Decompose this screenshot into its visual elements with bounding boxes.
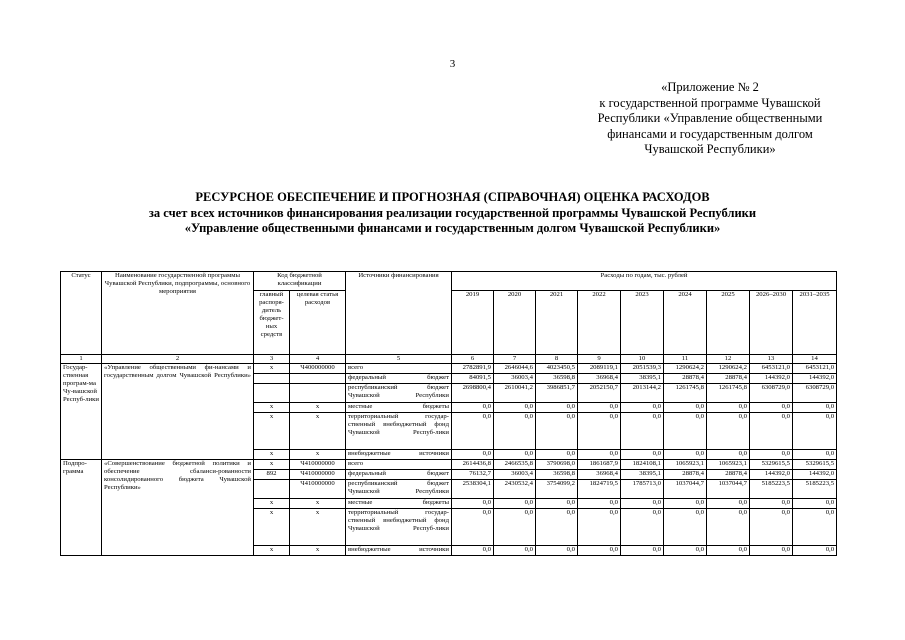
row-program-name: «Совершенствование бюджетной политики и обеспечение сбаланси-рованности консолидированного бюджета Чувашской Республики»: [102, 460, 254, 556]
cell-amount: 144392,0: [793, 374, 837, 384]
cell-amount: 3986851,7: [536, 384, 578, 403]
heading-line: РЕСУРСНОЕ ОБЕСПЕЧЕНИЕ И ПРОГНОЗНАЯ (СПРАВОЧНАЯ) ОЦЕНКА РАСХОДОВ: [195, 190, 710, 204]
cell-amount: 1065923,1: [664, 460, 707, 470]
cell-amount: 0,0: [452, 403, 494, 413]
cell-amount: 0,0: [621, 499, 664, 509]
heading-line: за счет всех источников финансирования реализации государственной программы Чувашской Республики: [148, 205, 757, 220]
appendix-line: «Приложение № 2: [661, 80, 759, 94]
cell-amount: 0,0: [707, 413, 750, 450]
cell-main-manager: x: [254, 403, 290, 413]
cell-amount: 0,0: [750, 413, 793, 450]
cell-amount: 0,0: [793, 509, 837, 546]
cell-main-manager: [254, 480, 290, 499]
cell-amount: 2430532,4: [494, 480, 536, 499]
cell-amount: 1785713,0: [621, 480, 664, 499]
cell-amount: 2646044,6: [494, 364, 536, 374]
cell-source: местные бюджеты: [346, 499, 452, 509]
appendix-note: [560, 80, 860, 158]
cell-main-manager: [254, 384, 290, 403]
header-year: 2019: [452, 291, 494, 355]
cell-amount: 5185223,5: [793, 480, 837, 499]
cell-target-item: x: [290, 450, 346, 460]
document-heading: [0, 190, 905, 237]
cell-amount: 0,0: [750, 450, 793, 460]
cell-target-item: x: [290, 403, 346, 413]
appendix-line: финансами и государственным долгом: [607, 126, 813, 141]
cell-amount: 2466535,8: [494, 460, 536, 470]
cell-main-manager: 892: [254, 470, 290, 480]
cell-amount: 38395,1: [621, 374, 664, 384]
heading-line: «Управление общественными финансами и государственным долгом Чувашской Республики»: [184, 221, 721, 235]
cell-amount: 0,0: [452, 413, 494, 450]
header-year: 2022: [578, 291, 621, 355]
column-index: 2: [102, 355, 254, 364]
cell-amount: 1037044,7: [707, 480, 750, 499]
cell-amount: 3790698,0: [536, 460, 578, 470]
cell-source: местные бюджеты: [346, 403, 452, 413]
appendix-line: Чувашской Республики»: [644, 142, 776, 156]
cell-amount: 0,0: [793, 413, 837, 450]
cell-amount: 0,0: [536, 499, 578, 509]
header-target-item: целевая статья расходов: [290, 291, 346, 355]
cell-amount: 0,0: [664, 546, 707, 556]
cell-amount: 0,0: [707, 509, 750, 546]
cell-amount: 1261745,8: [707, 384, 750, 403]
cell-amount: 0,0: [664, 413, 707, 450]
cell-source: республиканский бюджет Чувашской Республики: [346, 480, 452, 499]
cell-amount: 36968,4: [578, 374, 621, 384]
cell-target-item: Ч410000000: [290, 460, 346, 470]
cell-amount: 0,0: [707, 450, 750, 460]
cell-amount: 0,0: [750, 546, 793, 556]
table-row: [61, 364, 837, 374]
cell-amount: 5329615,5: [793, 460, 837, 470]
header-year: 2021: [536, 291, 578, 355]
cell-main-manager: x: [254, 499, 290, 509]
cell-amount: 1290624,2: [707, 364, 750, 374]
cell-main-manager: x: [254, 364, 290, 374]
column-index: 1: [61, 355, 102, 364]
cell-amount: 2538304,1: [452, 480, 494, 499]
cell-amount: 0,0: [621, 403, 664, 413]
row-status: Государ-ственная програм-ма Чу-вашской Респуб-лики: [61, 364, 102, 460]
cell-amount: 144392,0: [750, 470, 793, 480]
column-index: 12: [707, 355, 750, 364]
cell-amount: 76132,7: [452, 470, 494, 480]
cell-amount: 0,0: [750, 509, 793, 546]
cell-amount: 84091,5: [452, 374, 494, 384]
cell-amount: 0,0: [621, 450, 664, 460]
cell-amount: 0,0: [536, 546, 578, 556]
cell-amount: 0,0: [578, 509, 621, 546]
header-main-manager: главный распоря-дитель бюджет-ных средств: [254, 291, 290, 355]
cell-amount: 1065923,1: [707, 460, 750, 470]
cell-amount: 144392,0: [793, 470, 837, 480]
column-index: 8: [536, 355, 578, 364]
header-year: 2025: [707, 291, 750, 355]
cell-amount: 0,0: [452, 546, 494, 556]
cell-amount: 0,0: [452, 450, 494, 460]
cell-amount: 0,0: [707, 403, 750, 413]
appendix-line: Республики «Управление общественными: [597, 111, 823, 125]
cell-amount: 6453121,0: [750, 364, 793, 374]
cell-amount: 0,0: [707, 499, 750, 509]
cell-main-manager: [254, 374, 290, 384]
header-expenses: Расходы по годам, тыс. рублей: [452, 272, 837, 291]
cell-amount: 2782891,9: [452, 364, 494, 374]
cell-amount: 0,0: [536, 403, 578, 413]
cell-amount: 0,0: [494, 413, 536, 450]
cell-amount: 2614436,8: [452, 460, 494, 470]
cell-amount: 0,0: [578, 413, 621, 450]
cell-amount: 0,0: [536, 413, 578, 450]
cell-amount: 0,0: [578, 499, 621, 509]
cell-amount: 28878,4: [664, 470, 707, 480]
column-index-row: [61, 355, 837, 364]
cell-amount: 0,0: [750, 499, 793, 509]
cell-amount: 144392,0: [750, 374, 793, 384]
column-index: 5: [346, 355, 452, 364]
cell-main-manager: x: [254, 450, 290, 460]
cell-amount: 1290624,2: [664, 364, 707, 374]
cell-amount: 0,0: [793, 499, 837, 509]
cell-source: всего: [346, 460, 452, 470]
cell-amount: 0,0: [664, 509, 707, 546]
cell-target-item: x: [290, 509, 346, 546]
column-index: 13: [750, 355, 793, 364]
column-index: 11: [664, 355, 707, 364]
cell-source: внебюджетные источники: [346, 546, 452, 556]
cell-amount: 28878,4: [664, 374, 707, 384]
cell-amount: 28878,4: [707, 470, 750, 480]
cell-amount: 0,0: [750, 403, 793, 413]
cell-amount: 5185223,5: [750, 480, 793, 499]
cell-amount: 0,0: [578, 546, 621, 556]
cell-source: территориальный государ-ственный внебюджетный фонд Чувашской Респуб-лики: [346, 413, 452, 450]
cell-source: федеральный бюджет: [346, 374, 452, 384]
cell-amount: 2698800,4: [452, 384, 494, 403]
cell-amount: 6308729,0: [793, 384, 837, 403]
cell-source: внебюджетные источники: [346, 450, 452, 460]
column-index: 14: [793, 355, 837, 364]
cell-amount: 4023450,5: [536, 364, 578, 374]
cell-amount: 36598,8: [536, 374, 578, 384]
cell-target-item: x: [290, 413, 346, 450]
cell-amount: 2051539,3: [621, 364, 664, 374]
cell-amount: 0,0: [494, 499, 536, 509]
cell-amount: 0,0: [494, 546, 536, 556]
cell-amount: 38395,1: [621, 470, 664, 480]
column-index: 6: [452, 355, 494, 364]
header-row: [61, 272, 837, 291]
column-index: 3: [254, 355, 290, 364]
cell-amount: 0,0: [578, 403, 621, 413]
cell-main-manager: x: [254, 546, 290, 556]
cell-amount: 36598,8: [536, 470, 578, 480]
table-row: [61, 460, 837, 470]
cell-amount: 0,0: [793, 450, 837, 460]
header-year: 2020: [494, 291, 536, 355]
cell-amount: 0,0: [793, 546, 837, 556]
cell-amount: 0,0: [452, 499, 494, 509]
appendix-line: к государственной программе Чувашской: [599, 95, 821, 110]
cell-amount: 1037044,7: [664, 480, 707, 499]
cell-amount: 0,0: [452, 509, 494, 546]
cell-amount: 6453121,0: [793, 364, 837, 374]
cell-amount: 0,0: [621, 546, 664, 556]
header-name: Наименование государственной программы Чувашской Республики, подпрограммы, основного мероприятия: [102, 272, 254, 355]
resource-table: [60, 271, 837, 556]
cell-target-item: [290, 374, 346, 384]
cell-amount: 5329615,5: [750, 460, 793, 470]
cell-amount: 36968,4: [578, 470, 621, 480]
cell-amount: 36003,4: [494, 470, 536, 480]
cell-amount: 3754099,2: [536, 480, 578, 499]
cell-amount: 1861687,9: [578, 460, 621, 470]
cell-amount: 0,0: [536, 450, 578, 460]
header-budget-code: Код бюджетной классификации: [254, 272, 346, 291]
cell-target-item: [290, 384, 346, 403]
cell-main-manager: x: [254, 509, 290, 546]
cell-amount: 6308729,0: [750, 384, 793, 403]
column-index: 10: [621, 355, 664, 364]
column-index: 4: [290, 355, 346, 364]
cell-amount: 1824719,5: [578, 480, 621, 499]
header-year: 2031–2035: [793, 291, 837, 355]
cell-source: республиканский бюджет Чувашской Республики: [346, 384, 452, 403]
cell-amount: 0,0: [664, 499, 707, 509]
cell-target-item: x: [290, 499, 346, 509]
cell-amount: 36003,4: [494, 374, 536, 384]
cell-amount: 0,0: [707, 546, 750, 556]
cell-amount: 0,0: [494, 509, 536, 546]
cell-amount: 0,0: [664, 450, 707, 460]
row-status: Подпро-грамма: [61, 460, 102, 556]
cell-amount: 2610041,2: [494, 384, 536, 403]
column-index: 7: [494, 355, 536, 364]
cell-main-manager: x: [254, 460, 290, 470]
cell-source: федеральный бюджет: [346, 470, 452, 480]
cell-amount: 0,0: [494, 450, 536, 460]
cell-amount: 2052150,7: [578, 384, 621, 403]
header-year: 2023: [621, 291, 664, 355]
header-sources: Источники финансирования: [346, 272, 452, 355]
cell-amount: 2089119,1: [578, 364, 621, 374]
cell-amount: 0,0: [494, 403, 536, 413]
cell-amount: 0,0: [578, 450, 621, 460]
cell-amount: 0,0: [536, 509, 578, 546]
page-number: 3: [449, 58, 456, 70]
cell-amount: 0,0: [621, 509, 664, 546]
cell-amount: 28878,4: [707, 374, 750, 384]
header-year: 2026–2030: [750, 291, 793, 355]
cell-source: всего: [346, 364, 452, 374]
cell-target-item: Ч410000000: [290, 480, 346, 499]
cell-amount: 0,0: [793, 403, 837, 413]
cell-amount: 0,0: [621, 413, 664, 450]
cell-amount: 2013144,2: [621, 384, 664, 403]
cell-amount: 1261745,8: [664, 384, 707, 403]
header-status: Статус: [61, 272, 102, 355]
column-index: 9: [578, 355, 621, 364]
cell-target-item: x: [290, 546, 346, 556]
row-program-name: «Управление общественными фи-нансами и государственным долгом Чувашской Республики»: [102, 364, 254, 460]
cell-amount: 0,0: [664, 403, 707, 413]
header-year: 2024: [664, 291, 707, 355]
cell-amount: 1824108,1: [621, 460, 664, 470]
cell-target-item: Ч400000000: [290, 364, 346, 374]
cell-target-item: Ч410000000: [290, 470, 346, 480]
cell-source: территориальный государ-ственный внебюджетный фонд Чувашской Респуб-лики: [346, 509, 452, 546]
cell-main-manager: x: [254, 413, 290, 450]
